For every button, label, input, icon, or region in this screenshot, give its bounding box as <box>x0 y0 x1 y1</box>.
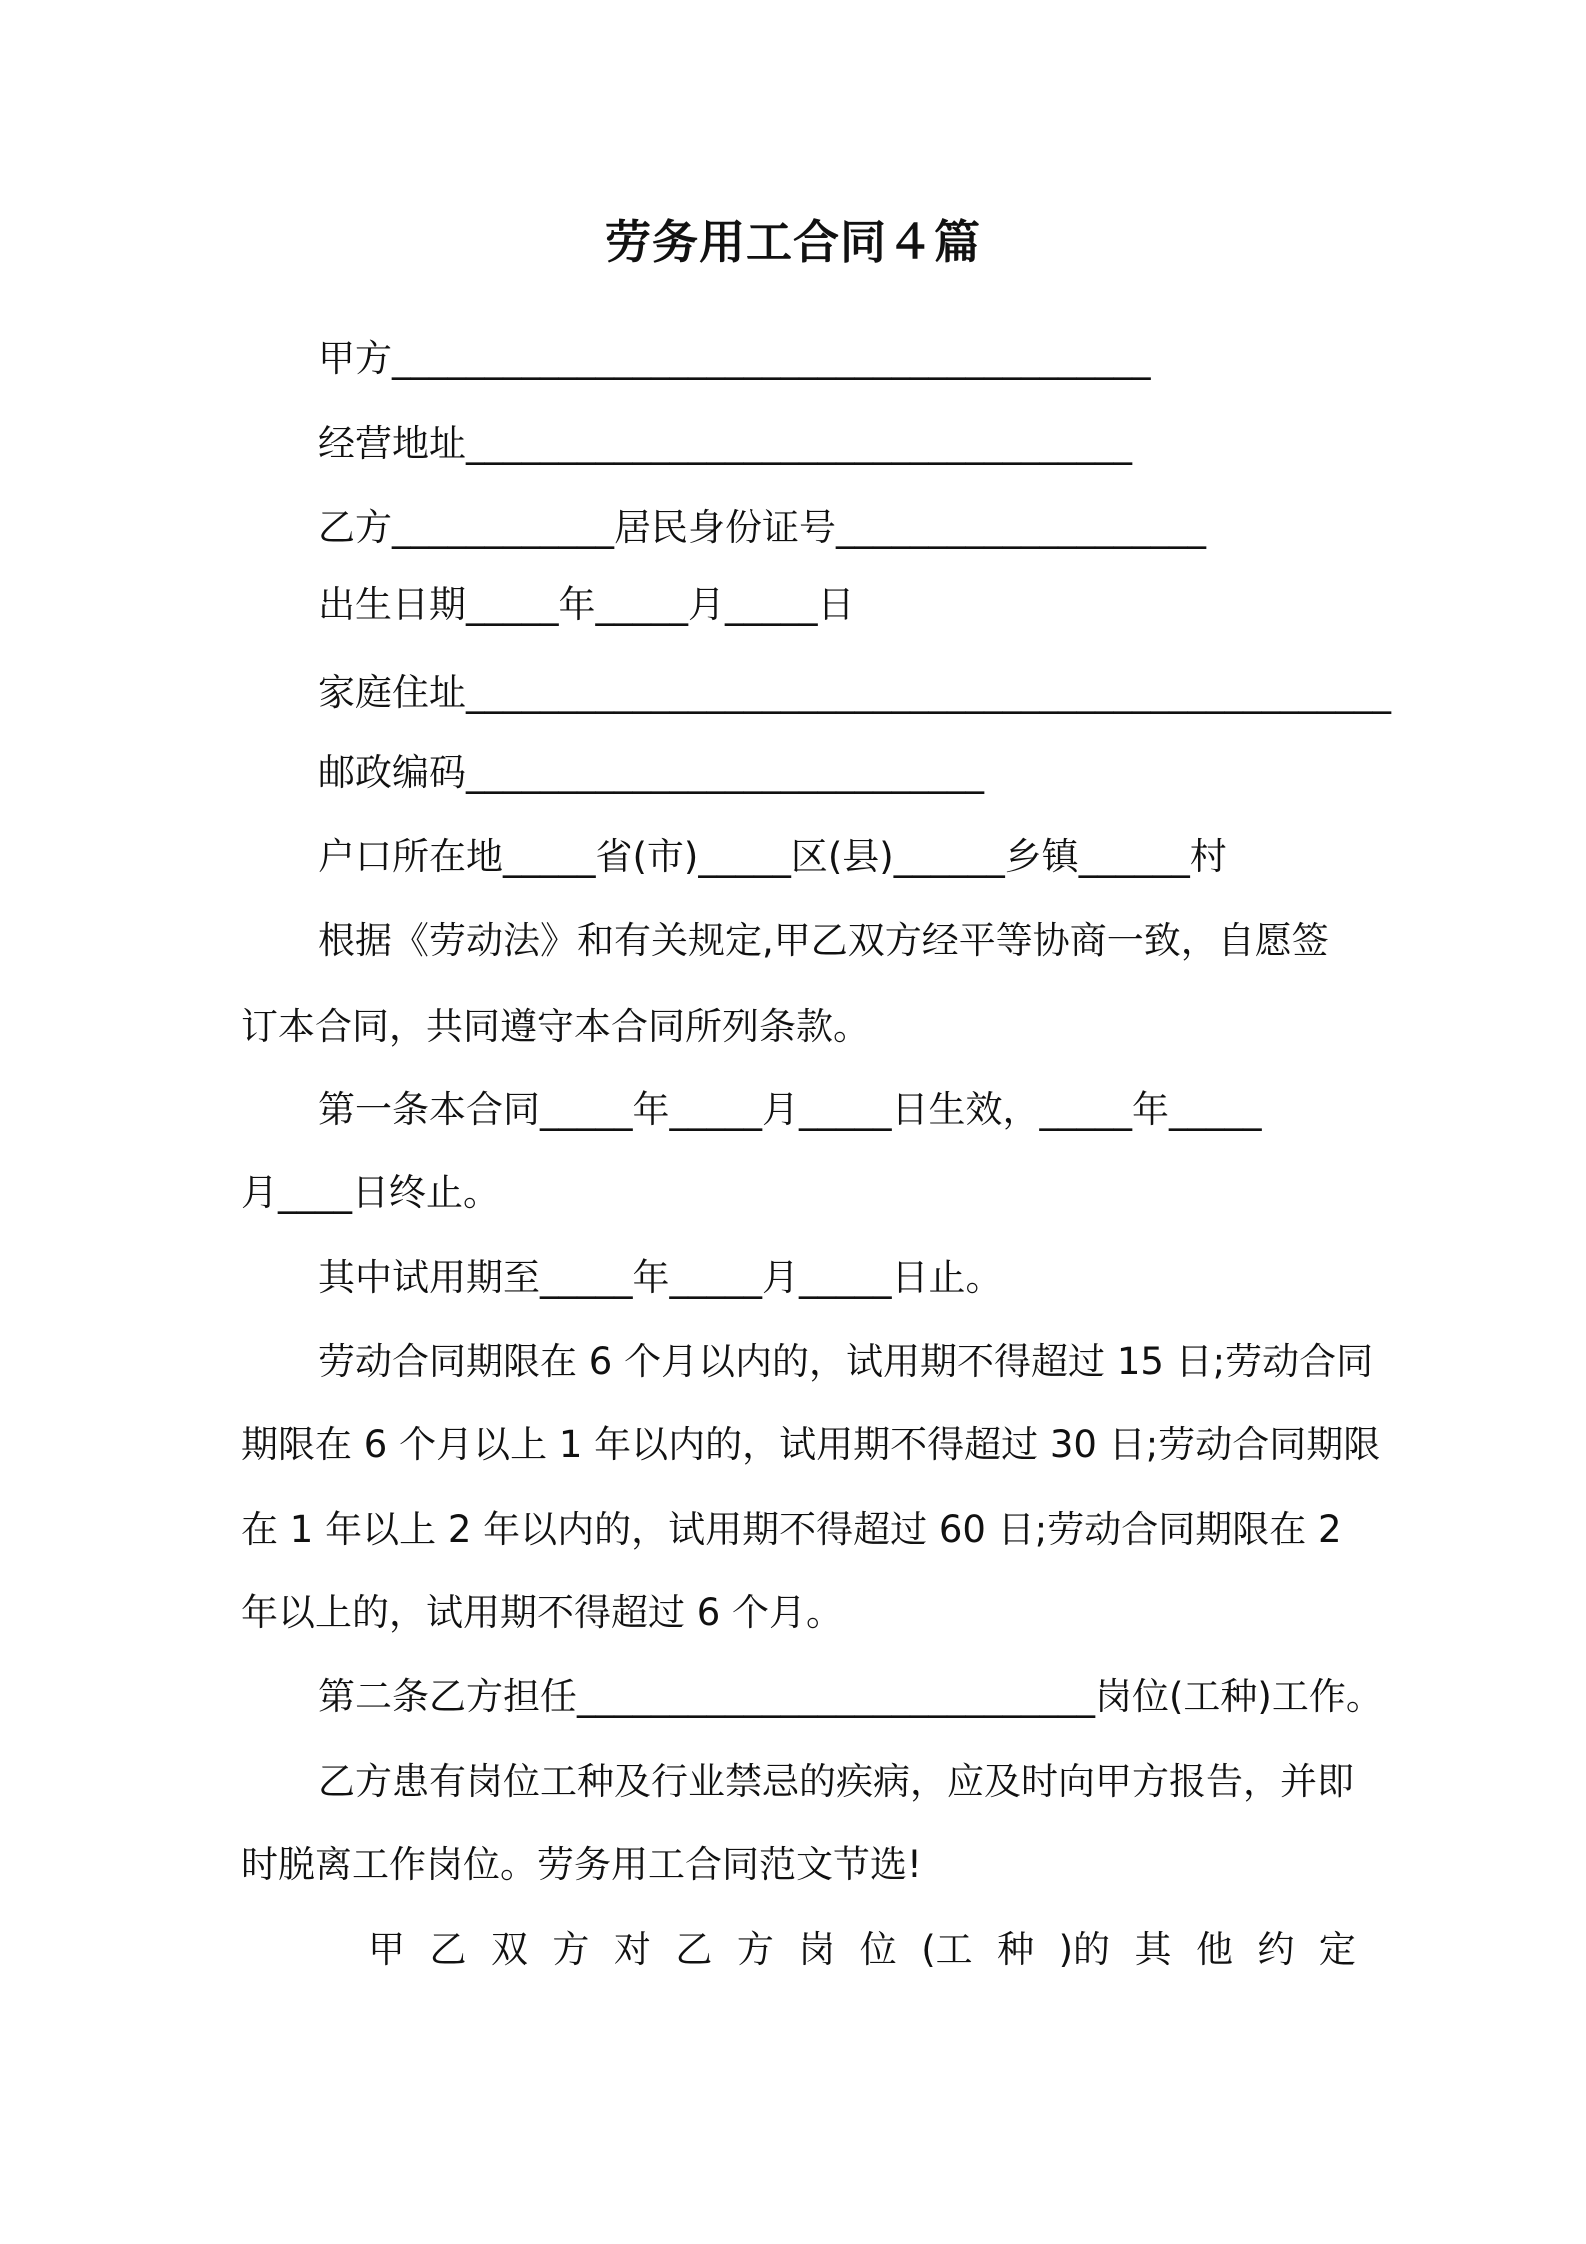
justified-char: 位 <box>859 1928 897 1971</box>
other-agreements-line <box>368 1925 1356 1975</box>
justified-char: 双 <box>490 1928 528 1971</box>
field-business-address: 经营地址____________________________________ <box>318 422 1132 465</box>
justified-char: 其 <box>1134 1928 1172 1971</box>
justified-char: 乙 <box>675 1928 713 1971</box>
probation-rules-line-4: 年以上的，试用期不得超过 6 个月。 <box>241 1591 844 1634</box>
article-2-line: 第二条乙方担任____________________________岗位(工种)工作。 <box>318 1675 1383 1718</box>
field-home-address: 家庭住址__________________________________________________ <box>318 671 1391 714</box>
disease-report-line-2: 时脱离工作岗位。劳务用工合同范文节选! <box>241 1843 922 1886</box>
field-party-b-id: 乙方____________居民身份证号____________________ <box>318 506 1206 549</box>
probation-period-line: 其中试用期至_____年_____月_____日止。 <box>318 1256 1003 1299</box>
field-party-a: 甲方_________________________________________ <box>318 337 1151 380</box>
justified-char: 种 <box>997 1928 1035 1971</box>
disease-report-line-1: 乙方患有岗位工种及行业禁忌的疾病，应及时向甲方报告，并即 <box>318 1760 1354 1803</box>
article-1-line-2: 月____日终止。 <box>241 1171 500 1214</box>
justified-char: 乙 <box>429 1928 467 1971</box>
justified-char: 岗 <box>798 1928 836 1971</box>
justified-char: 定 <box>1318 1928 1356 1971</box>
paragraph-intro-line-1: 根据《劳动法》和有关规定,甲乙双方经平等协商一致，自愿签 <box>318 919 1329 962</box>
document-title: 劳务用工合同４篇 <box>605 215 981 269</box>
probation-rules-line-3: 在 1 年以上 2 年以内的，试用期不得超过 60 日;劳动合同期限在 2 <box>241 1508 1342 1551</box>
justified-char: 方 <box>736 1928 774 1971</box>
probation-rules-line-1: 劳动合同期限在 6 个月以内的，试用期不得超过 15 日;劳动合同 <box>318 1340 1374 1383</box>
justified-char: 约 <box>1257 1928 1295 1971</box>
justified-char: 方 <box>552 1928 590 1971</box>
justified-char: 甲 <box>368 1928 405 1971</box>
paragraph-intro-line-2: 订本合同，共同遵守本合同所列条款。 <box>241 1005 870 1048</box>
field-birth-date: 出生日期_____年_____月_____日 <box>318 583 855 626</box>
justified-char: 他 <box>1195 1928 1233 1971</box>
field-postal-code: 邮政编码____________________________ <box>318 751 984 794</box>
field-household-registration: 户口所在地_____省(市)_____区(县)______乡镇______村 <box>318 835 1227 878</box>
justified-char: 对 <box>613 1928 651 1971</box>
justified-char: (工 <box>921 1928 973 1971</box>
justified-char: )的 <box>1058 1928 1111 1971</box>
article-1-line-1: 第一条本合同_____年_____月_____日生效，_____年_____ <box>318 1088 1262 1131</box>
probation-rules-line-2: 期限在 6 个月以上 1 年以内的，试用期不得超过 30 日;劳动合同期限 <box>241 1423 1381 1466</box>
